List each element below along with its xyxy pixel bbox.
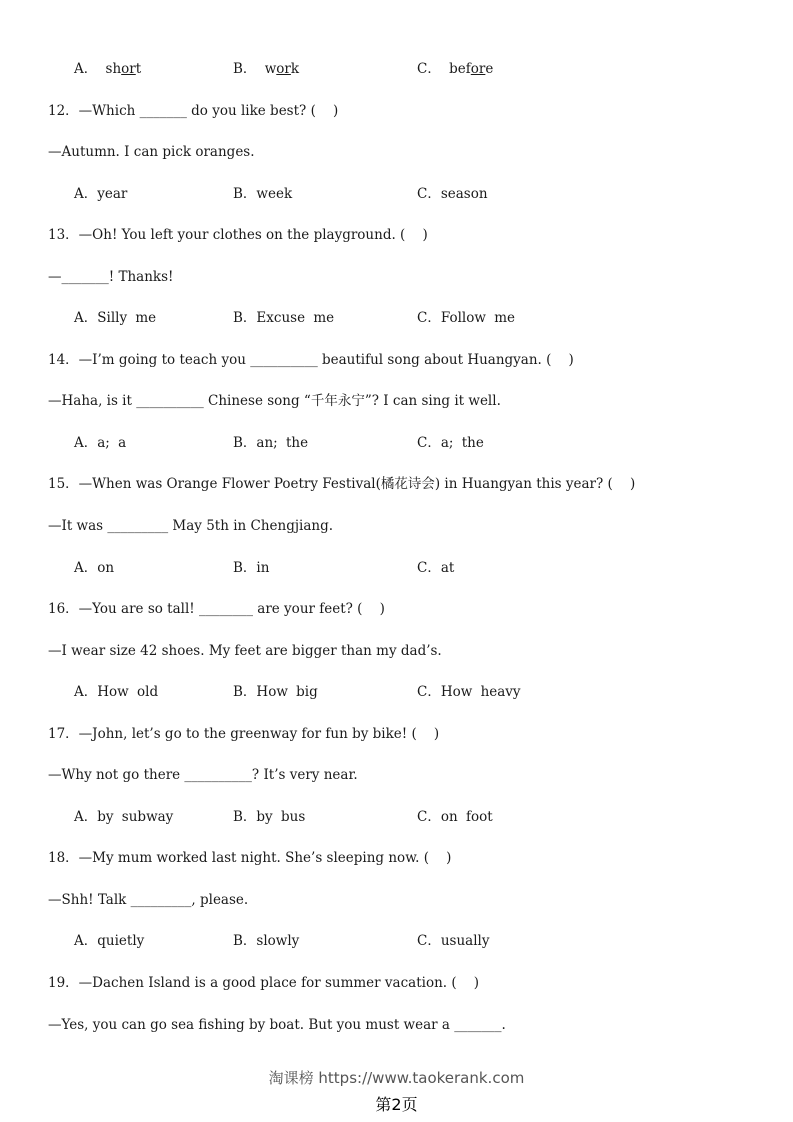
option-a: A．by subway (74, 808, 174, 825)
option-a: A．How old (74, 684, 159, 701)
option-b (233, 49, 299, 91)
question-reply: —Haha, is it __________ Chinese song “千年永宁”? I can sing it well. (48, 393, 501, 410)
options-row-11 (48, 49, 768, 91)
option-underlined: or (470, 61, 486, 77)
question-stem: 17．—John, let’s go to the greenway for fun by bike! ( ) (48, 725, 440, 742)
option-b: B．slowly (233, 933, 300, 950)
question-reply: —I wear size 42 shoes. My feet are bigger than my dad’s. (48, 642, 442, 659)
question-reply: —It was _________ May 5th in Chengjiang. (48, 518, 334, 535)
options-row (48, 423, 768, 465)
question-reply: —_______! Thanks! (48, 268, 174, 285)
option-a: A．on (74, 559, 115, 576)
option-text: t (135, 61, 142, 77)
option-a: A．year (74, 185, 128, 202)
question-stem: 19．—Dachen Island is a good place for summer vacation. ( ) (48, 975, 480, 992)
question-stem: 12．—Which _______ do you like best? ( ) (48, 102, 339, 119)
option-letter: B． (233, 61, 257, 77)
question-stem: 15．—When was Orange Flower Poetry Festival(橘花诗会) in Huangyan this year? ( ) (48, 476, 636, 493)
options-row (48, 921, 768, 963)
option-b: B．in (233, 559, 270, 576)
page-number: 第2页 (375, 1095, 418, 1114)
option-underlined: or (276, 61, 291, 77)
question-stem: 16．—You are so tall! ________ are your feet? ( ) (48, 601, 385, 618)
option-c: C．Follow me (417, 310, 515, 327)
option-b: B．week (233, 185, 293, 202)
document-body (48, 49, 768, 1046)
question-reply: —Autumn. I can pick oranges. (48, 144, 255, 161)
question-stem: 13．—Oh! You left your clothes on the playground. ( ) (48, 227, 428, 244)
option-letter: C． (417, 61, 441, 77)
options-row (48, 298, 768, 340)
question-list (48, 91, 768, 1047)
option-c (417, 49, 493, 91)
options-row (48, 174, 768, 216)
option-underlined: or (121, 61, 136, 77)
option-b: B．How big (233, 684, 318, 701)
options-row (48, 672, 768, 714)
option-text: w (264, 61, 277, 77)
watermark: 淘课榜 https://www.taokerank.com (268, 1069, 525, 1087)
option-text: e (485, 61, 494, 77)
option-c: C．How heavy (417, 684, 521, 701)
option-text: k (290, 61, 300, 77)
option-c: C．season (417, 185, 488, 202)
question-reply: —Yes, you can go sea fishing by boat. But you must wear a _______. (48, 1016, 506, 1033)
options-row (48, 797, 768, 839)
option-text: sh (105, 61, 122, 77)
option-b: B．by bus (233, 808, 306, 825)
option-c: C．at (417, 559, 455, 576)
question-stem: 14．—I’m going to teach you __________ beautiful song about Huangyan. ( ) (48, 351, 574, 368)
option-c: C．usually (417, 933, 490, 950)
options-row (48, 548, 768, 590)
question-reply: —Shh! Talk _________, please. (48, 891, 249, 908)
option-b: B．an; the (233, 434, 309, 451)
option-letter: A． (74, 61, 98, 77)
option-c: C．on foot (417, 808, 493, 825)
option-b: B．Excuse me (233, 310, 335, 327)
option-a: A．Silly me (74, 310, 157, 327)
option-a: A．quietly (74, 933, 145, 950)
option-c: C．a; the (417, 434, 484, 451)
question-reply: —Why not go there __________? It’s very near. (48, 767, 358, 784)
question-stem: 18．—My mum worked last night. She’s sleeping now. ( ) (48, 850, 452, 867)
option-a (74, 49, 141, 91)
option-text: bef (449, 61, 471, 77)
option-a: A．a; a (74, 434, 127, 451)
